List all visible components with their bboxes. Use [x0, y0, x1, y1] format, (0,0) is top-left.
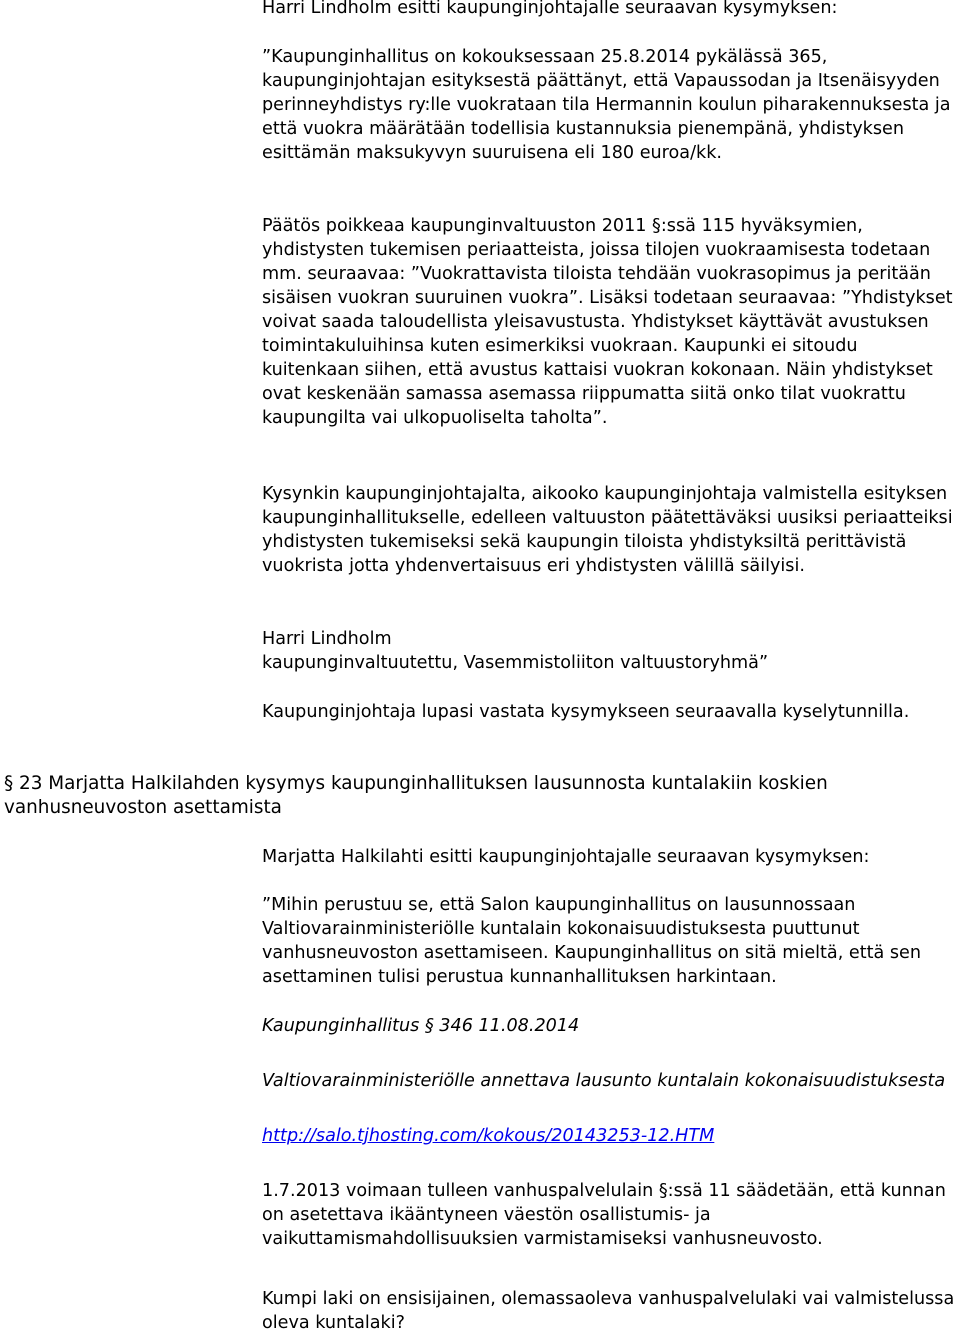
reference-link[interactable]: http://salo.tjhosting.com/kokous/20143253-12.HTM — [262, 1126, 715, 1146]
intro-text-2: Marjatta Halkilahti esitti kaupunginjohtajalle seuraavan kysymyksen: — [262, 847, 870, 867]
signature-name: Harri Lindholm — [262, 629, 392, 649]
question-1-paragraph-3: Kysynkin kaupunginjohtajalta, aikooko kaupunginjohtaja valmistella esityksen kaupunginhallitukselle, edelleen valtuuston päätettäväksi uusiksi periaatteiksi yhdistysten tukemiseksi sekä kaupungin tiloista yhdistyksiltä perittävistä vuokrista jotta yhdenvertaisuus eri yhdistysten välillä säilyisi. — [262, 484, 953, 576]
reference-link-container — [262, 1124, 960, 1148]
reference-line: Kaupunginhallitus § 346 11.08.2014 — [262, 1016, 580, 1036]
question-2-paragraph-3: Kumpi laki on ensisijainen, olemassaoleva vanhuspalvelulaki vai valmistelussa oleva kuntalaki? — [262, 1289, 955, 1333]
signature — [262, 627, 960, 675]
question-2-paragraph-1: ”Mihin perustuu se, että Salon kaupunginhallitus on lausunnossaan Valtiovarainministeriölle kuntalain kokonaisuudistuksesta puuttunut vanhusneuvoston asettamiseen. Kaupunginhallitus on sitä mieltä, että sen asettaminen tulisi perustua kunnanhallituksen harkintaan. — [262, 895, 922, 987]
question-2-paragraph-2: 1.7.2013 voimaan tulleen vanhuspalvelulain §:ssä 11 säädetään, että kunnan on asetettava ikääntyneen väestön osallistumis- ja vaikuttamismahdollisuuksien varmistamiseksi vanhusneuvosto. — [262, 1181, 946, 1249]
question-1-paragraph-2: Päätös poikkeaa kaupunginvaltuuston 2011 §:ssä 115 hyväksymien, yhdistysten tukemisen periaatteista, joissa tilojen vuokraamisesta todetaan mm. seuraavaa: ”Vuokrattavista tiloista tehdään vuokrasopimus ja peritään sisäisen vuokran suuruinen vuokra”. Lisäksi todetaan seuraavaa: ”Yhdistykset voivat saada taloudellista yleisavustusta. Yhdistykset käyttävät avustuksen toimintakuluihinsa kuten esimerkiksi vuokraan. Kaupunki ei sitoudu kuitenkaan siihen, että avustus kattaisi vuokran kokonaan. Näin yhdistykset ovat keskenään samassa asemassa riippumatta siitä onko tilat vuokrattu kaupungilta vai ulkopuoliselta taholta”. — [262, 216, 953, 428]
signature-title: kaupunginvaltuutettu, Vasemmistoliiton valtuustoryhmä” — [262, 653, 769, 673]
question-1-paragraph-1: ”Kaupunginhallitus on kokouksessaan 25.8.2014 pykälässä 365, kaupunginjohtajan esityksestä päättänyt, että Vapaussodan ja Itsenäisyyden perinneyhdistys ry:lle vuokrataan tila Hermannin koulun piharakennuksesta ja että vuokra määrätään todellisia kustannuksia pienempänä, yhdistyksen esittämän maksukyvyn suuruisena eli 180 euroa/kk. — [262, 47, 951, 163]
intro-text: Harri Lindholm esitti kaupunginjohtajalle seuraavan kysymyksen: — [262, 0, 838, 18]
reference-title: Valtiovarainministeriölle annettava lausunto kuntalain kokonaisuudistuksesta — [262, 1071, 946, 1091]
section-heading: § 23 Marjatta Halkilahden kysymys kaupunginhallituksen lausunnosta kuntalakiin koskien vanhusneuvoston asettamista — [4, 773, 828, 818]
answer-text: Kaupunginjohtaja lupasi vastata kysymykseen seuraavalla kyselytunnilla. — [262, 702, 910, 722]
